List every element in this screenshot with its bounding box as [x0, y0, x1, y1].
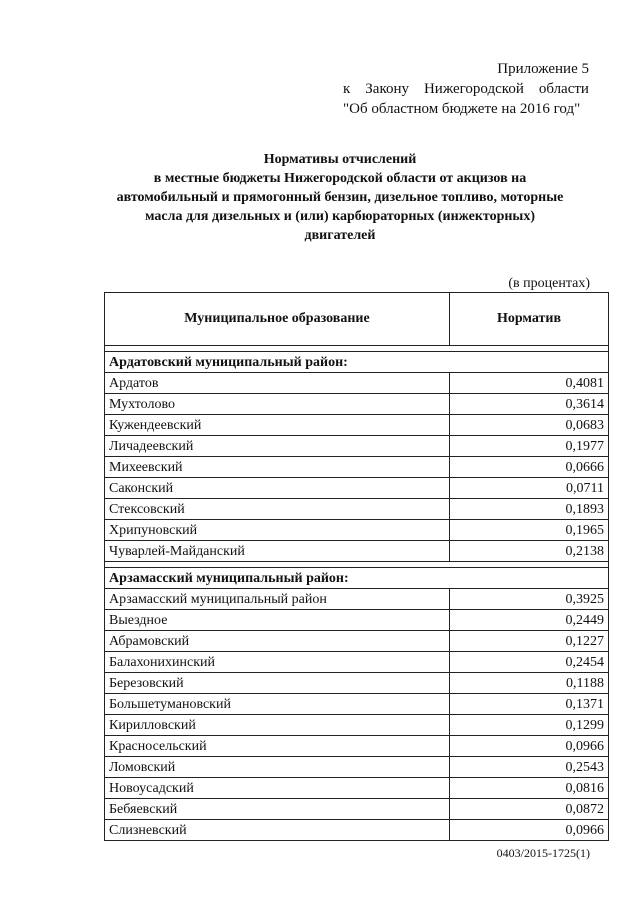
municipality-name: Стексовский — [105, 499, 450, 520]
table-row — [105, 373, 609, 394]
norm-value: 0,1227 — [450, 631, 609, 652]
municipality-name: Кужендеевский — [105, 415, 450, 436]
norm-value: 0,0966 — [450, 820, 609, 841]
table-body — [105, 346, 609, 841]
norm-value: 0,1893 — [450, 499, 609, 520]
district-header-row — [105, 568, 609, 589]
table-row — [105, 499, 609, 520]
table-row — [105, 778, 609, 799]
table-row — [105, 415, 609, 436]
municipality-name: Новоусадский — [105, 778, 450, 799]
norm-value: 0,3614 — [450, 394, 609, 415]
municipality-name: Хрипуновский — [105, 520, 450, 541]
norm-value: 0,3925 — [450, 589, 609, 610]
norm-value: 0,0966 — [450, 736, 609, 757]
norm-value: 0,0683 — [450, 415, 609, 436]
municipality-name: Михеевский — [105, 457, 450, 478]
norm-value: 0,2138 — [450, 541, 609, 562]
municipality-name: Арзамасский муниципальный район — [105, 589, 450, 610]
norm-value: 0,1188 — [450, 673, 609, 694]
table-row — [105, 478, 609, 499]
appendix-word: Нижегородской — [423, 81, 524, 97]
municipality-name: Красносельский — [105, 736, 450, 757]
appendix-number: Приложение 5 — [497, 61, 589, 77]
title-line: масла для дизельных и (или) карбюраторных (инжекторных) — [144, 209, 536, 224]
municipality-name: Бебяевский — [105, 799, 450, 820]
table-row — [105, 673, 609, 694]
municipality-name: Кирилловский — [105, 715, 450, 736]
table-row — [105, 799, 609, 820]
norm-value: 0,0816 — [450, 778, 609, 799]
norm-value: 0,1965 — [450, 520, 609, 541]
norm-value: 0,1299 — [450, 715, 609, 736]
units-label: (в процентах) — [508, 276, 590, 291]
title-line: в местные бюджеты Нижегородской области от акцизов на — [153, 171, 527, 186]
header-municipality: Муниципальное образование — [105, 293, 450, 346]
municipality-name: Слизневский — [105, 820, 450, 841]
table-row — [105, 694, 609, 715]
table-row — [105, 820, 609, 841]
municipality-name: Балахонихинский — [105, 652, 450, 673]
table-row — [105, 652, 609, 673]
table-row — [105, 589, 609, 610]
district-title: Арзамасский муниципальный район: — [105, 568, 609, 589]
municipality-name: Выездное — [105, 610, 450, 631]
appendix-law-line — [343, 79, 589, 99]
norm-value: 0,1371 — [450, 694, 609, 715]
table-row — [105, 715, 609, 736]
norm-value: 0,0711 — [450, 478, 609, 499]
municipality-name: Ардатов — [105, 373, 450, 394]
municipality-name: Саконский — [105, 478, 450, 499]
appendix-law-title: "Об областном бюджете на 2016 год" — [343, 101, 581, 117]
norm-value: 0,2449 — [450, 610, 609, 631]
table-row — [105, 520, 609, 541]
table-row — [105, 610, 609, 631]
municipality-name: Большетумановский — [105, 694, 450, 715]
norm-value: 0,4081 — [450, 373, 609, 394]
norm-value: 0,0872 — [450, 799, 609, 820]
table-row — [105, 631, 609, 652]
district-header-row — [105, 352, 609, 373]
table-header-row — [105, 293, 609, 346]
title-line: двигателей — [304, 228, 376, 243]
table-row — [105, 457, 609, 478]
table-row — [105, 394, 609, 415]
appendix-reference — [343, 59, 589, 119]
document-title — [100, 150, 580, 245]
norm-value: 0,2454 — [450, 652, 609, 673]
municipality-name: Чуварлей-Майданский — [105, 541, 450, 562]
title-line: Нормативы отчислений — [263, 152, 417, 167]
municipality-name: Мухтолово — [105, 394, 450, 415]
norm-value: 0,2543 — [450, 757, 609, 778]
municipality-name: Личадеевский — [105, 436, 450, 457]
appendix-word: области — [538, 81, 589, 97]
district-title: Ардатовский муниципальный район: — [105, 352, 609, 373]
norms-table — [104, 292, 609, 841]
header-norm: Норматив — [450, 293, 609, 346]
table-row — [105, 757, 609, 778]
municipality-name: Ломовский — [105, 757, 450, 778]
norm-value: 0,0666 — [450, 457, 609, 478]
appendix-word: Закону — [365, 81, 409, 97]
title-line: автомобильный и прямогонный бензин, дизельное топливо, моторные — [116, 190, 564, 205]
table-row — [105, 736, 609, 757]
table-row — [105, 436, 609, 457]
appendix-word: к — [343, 81, 351, 97]
document-code: 0403/2015-1725(1) — [496, 846, 590, 860]
table-row — [105, 541, 609, 562]
municipality-name: Березовский — [105, 673, 450, 694]
municipality-name: Абрамовский — [105, 631, 450, 652]
norm-value: 0,1977 — [450, 436, 609, 457]
